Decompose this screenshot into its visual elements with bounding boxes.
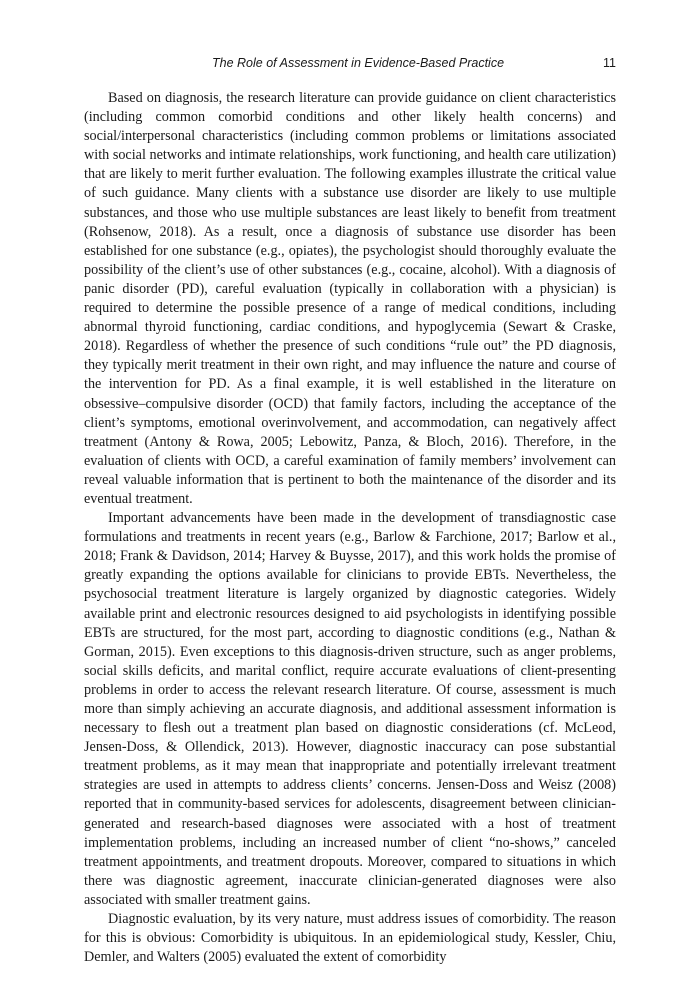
paragraph-transdiagnostic: Important advancements have been made in the development of transdiagnostic case formulations and treatments in recent years (e.g., Barlow & Farchione, 2017; Barlow et al., 2018; Frank & Davidson, 2014; Harvey & Buysse, 2017), and this work holds the promise of greatly expanding the options available for clinicians to provide EBTs. Nevertheless, the psychosocial treatment literature is largely organized by diagnostic categories. Widely available print and electronic resources designed to aid psychologists in identifying possible EBTs are structured, for the most part, according to diagnostic conditions (e.g., Nathan & Gorman, 2015). Even exceptions to this diagnosis-driven structure, such as anger problems, social skills deficits, and marital conflict, require accurate evaluations of client-presenting problems in order to access the relevant research literature. Of course, assessment is much more than simply achieving an accurate diagnosis, and additional assessment information is necessary to flesh out a treatment plan based on diagnostic considerations (cf. McLeod, Jensen-Doss, & Ollendick, 2013). However, diagnostic inaccuracy can pose substantial treatment problems, as it may mean that inappropriate and potentially irrelevant treatment strategies are used in attempts to address clients’ concerns. Jensen-Doss and Weisz (2008) reported that in community-based services for adolescents, disagreement between clinician-generated and research-based diagnoses were associated with a host of treatment implementation problems, including an increased number of client “no-shows,” canceled treatment appointments, and treatment dropouts. Moreover, compared to situations in which there was diagnostic agreement, inaccurate clinician-generated diagnoses were also associated with smaller treatment gains. bbox=[84, 510, 616, 908]
running-title: The Role of Assessment in Evidence-Based Practice bbox=[212, 56, 505, 70]
running-head bbox=[84, 56, 616, 74]
body-text bbox=[84, 89, 616, 967]
paragraph-comorbidity: Diagnostic evaluation, by its very nature, must address issues of comorbidity. The reason for this is obvious: Comorbidity is ubiquitous. In an epidemiological study, Kessler, Chiu, Demler, and Walters (2005) evaluated the extent of comorbidity bbox=[84, 911, 616, 966]
page-number: 11 bbox=[603, 56, 616, 70]
paragraph-diagnosis-guidance: Based on diagnosis, the research literature can provide guidance on client characteristics (including common comorbid conditions and other likely health concerns) and social/interpersonal characteristics (including common problems or limitations associated with social networks and intimate relationships, work functioning, and health care utilization) that are likely to merit further evaluation. The following examples illustrate the critical value of such guidance. Many clients with a substance use disorder are likely to use multiple substances, and those who use multiple substances are least likely to benefit from treatment (Rohsenow, 2018). As a result, once a diagnosis of substance use disorder has been established for one substance (e.g., opiates), the psychologist should thoroughly evaluate the possibility of the client’s use of other substances (e.g., cocaine, alcohol). With a diagnosis of panic disorder (PD), careful evaluation (typically in collaboration with a physician) is required to determine the possible presence of a range of medical conditions, including abnormal thyroid functioning, cardiac conditions, and hypoglycemia (Sewart & Craske, 2018). Regardless of whether the presence of such conditions “rule out” the PD diagnosis, they typically merit treatment in their own right, and may influence the nature and course of the intervention for PD. As a final example, it is well established in the literature on obsessive–compulsive disorder (OCD) that family factors, including the acceptance of the client’s symptoms, emotional overinvolvement, and accommodation, can negatively affect treatment (Antony & Rowa, 2005; Lebowitz, Panza, & Bloch, 2016). Therefore, in the evaluation of clients with OCD, a careful examination of family members’ involvement can reveal valuable information that is pertinent to both the maintenance of the disorder and its eventual treatment. bbox=[84, 90, 616, 507]
